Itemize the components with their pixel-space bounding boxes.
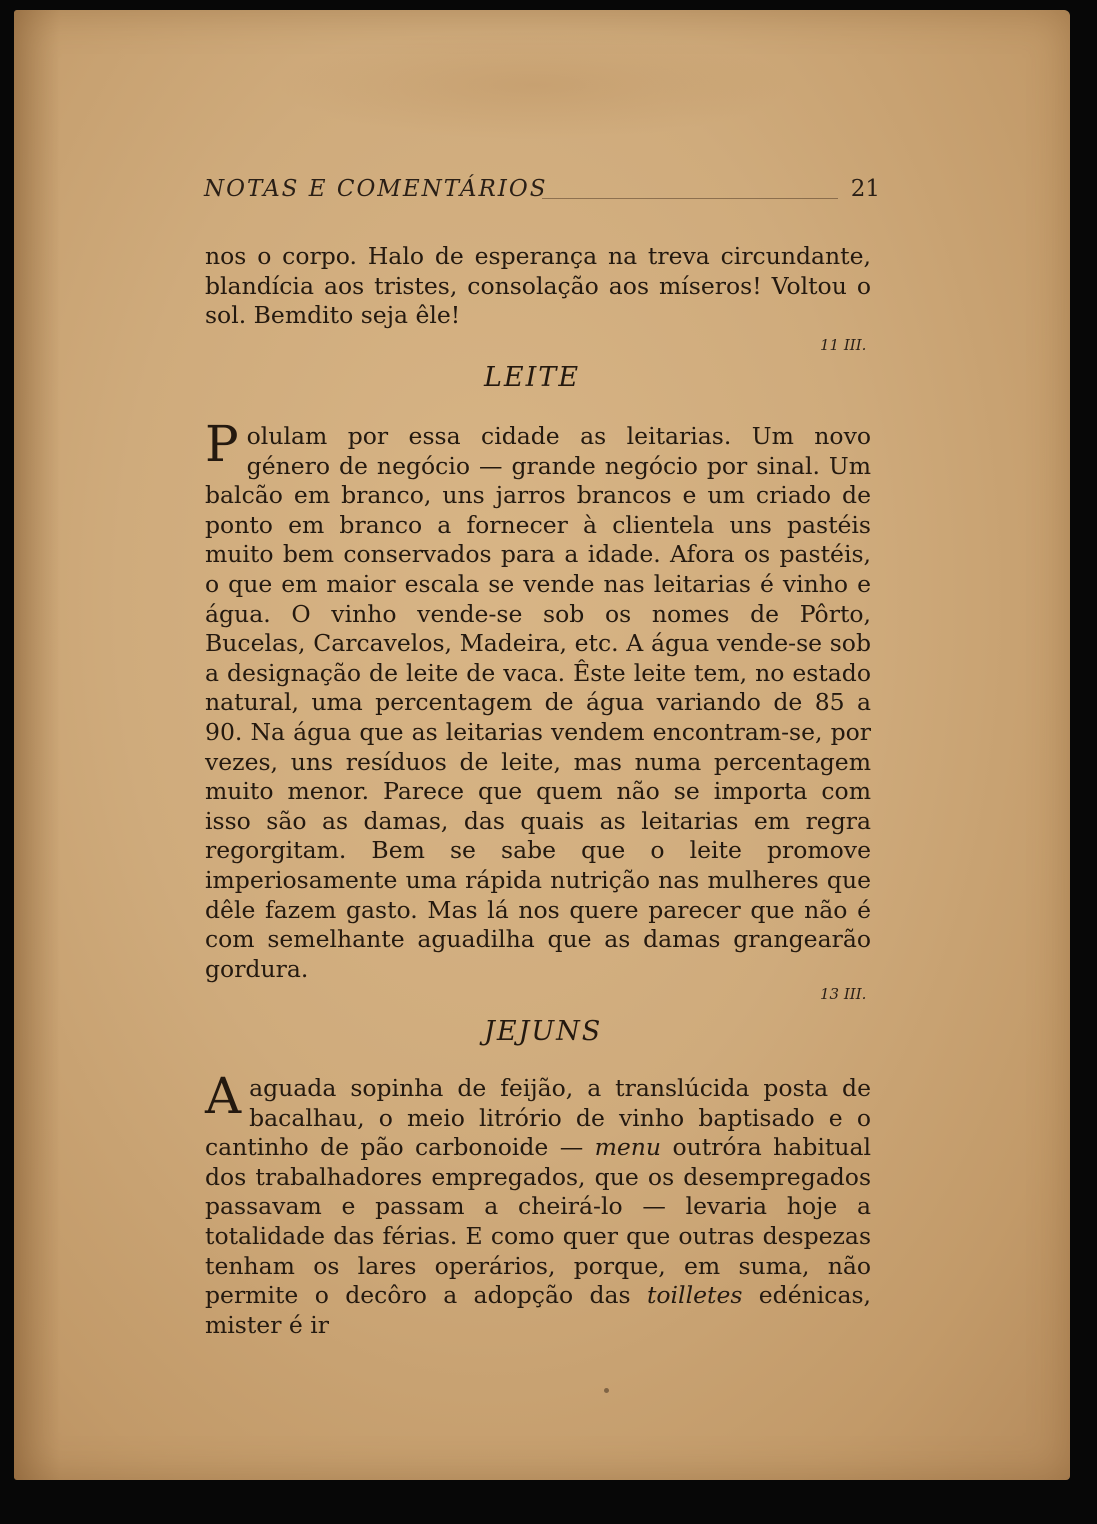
intro-text: nos o corpo. Halo de esperança na treva circundante, blandícia aos tristes, consolação aos míseros! Voltou o sol. Bemdito seja êle! (205, 242, 871, 329)
intro-paragraph (205, 242, 871, 331)
leite-paragraph (205, 415, 871, 984)
page-number: 21 (850, 176, 880, 202)
running-head-rule (542, 198, 838, 199)
section-title-leite: LEITE (484, 362, 581, 393)
running-head (204, 176, 880, 210)
book-page (14, 10, 1070, 1480)
page-gutter-shadow (14, 10, 60, 1480)
jejuns-emphasis-toilletes: toilletes (646, 1281, 743, 1310)
leite-dropcap: P (205, 415, 239, 473)
leite-date: 13 III. (820, 985, 867, 1003)
running-head-title: NOTAS E COMENTÁRIOS (204, 176, 548, 202)
intro-date: 11 III. (820, 336, 867, 354)
jejuns-dropcap: A (205, 1067, 242, 1125)
jejuns-body-2: outróra habitual dos trabalhadores empregados, que os desempregados passavam e passam a cheirá-lo — levaria hoje a totalidade das férias. E como quer que outras despezas tenham os lares operários, porque, em suma, não permite o decôro a adopção das (205, 1133, 871, 1310)
section-title-jejuns: JEJUNS (484, 1016, 603, 1047)
jejuns-emphasis-menu: menu (594, 1133, 662, 1162)
paper-speck (604, 1388, 609, 1393)
page-stain (274, 30, 794, 140)
leite-body: olulam por essa cidade as leitarias. Um novo género de negócio — grande negócio por sinal. Um balcão em branco, uns jarros brancos e um criado de ponto em branco a fornecer à clientela uns pastéis muito bem conservados para a idade. Afora os pastéis, o que em maior escala se vende nas leitarias é vinho e água. O vinho vende-se sob os nomes de Pôrto, Bucelas, Carcavelos, Madeira, etc. A água vende-se sob a designação de leite de vaca. Êste leite tem, no estado natural, uma percentagem de água variando de 85 a 90. Na água que as leitarias vendem encontram-se, por vezes, uns resíduos de leite, mas numa percentagem muito menor. Parece que quem não se importa com isso são as damas, das quais as leitarias em regra regorgitam. Bem se sabe que o leite promove imperiosamente uma rápida nutrição nas mulheres que dêle fazem gasto. Mas lá nos quere parecer que não é com semelhante aguadilha que as damas grangearão gordura. (205, 422, 871, 983)
jejuns-paragraph (205, 1067, 871, 1340)
jejuns-body-3: edénicas, mister é ir (205, 1281, 871, 1339)
jejuns-body-1: aguada sopinha de feijão, a translúcida posta de bacalhau, o meio litrório de vinho baptisado e o cantinho de pão carbonoide — (205, 1074, 871, 1162)
